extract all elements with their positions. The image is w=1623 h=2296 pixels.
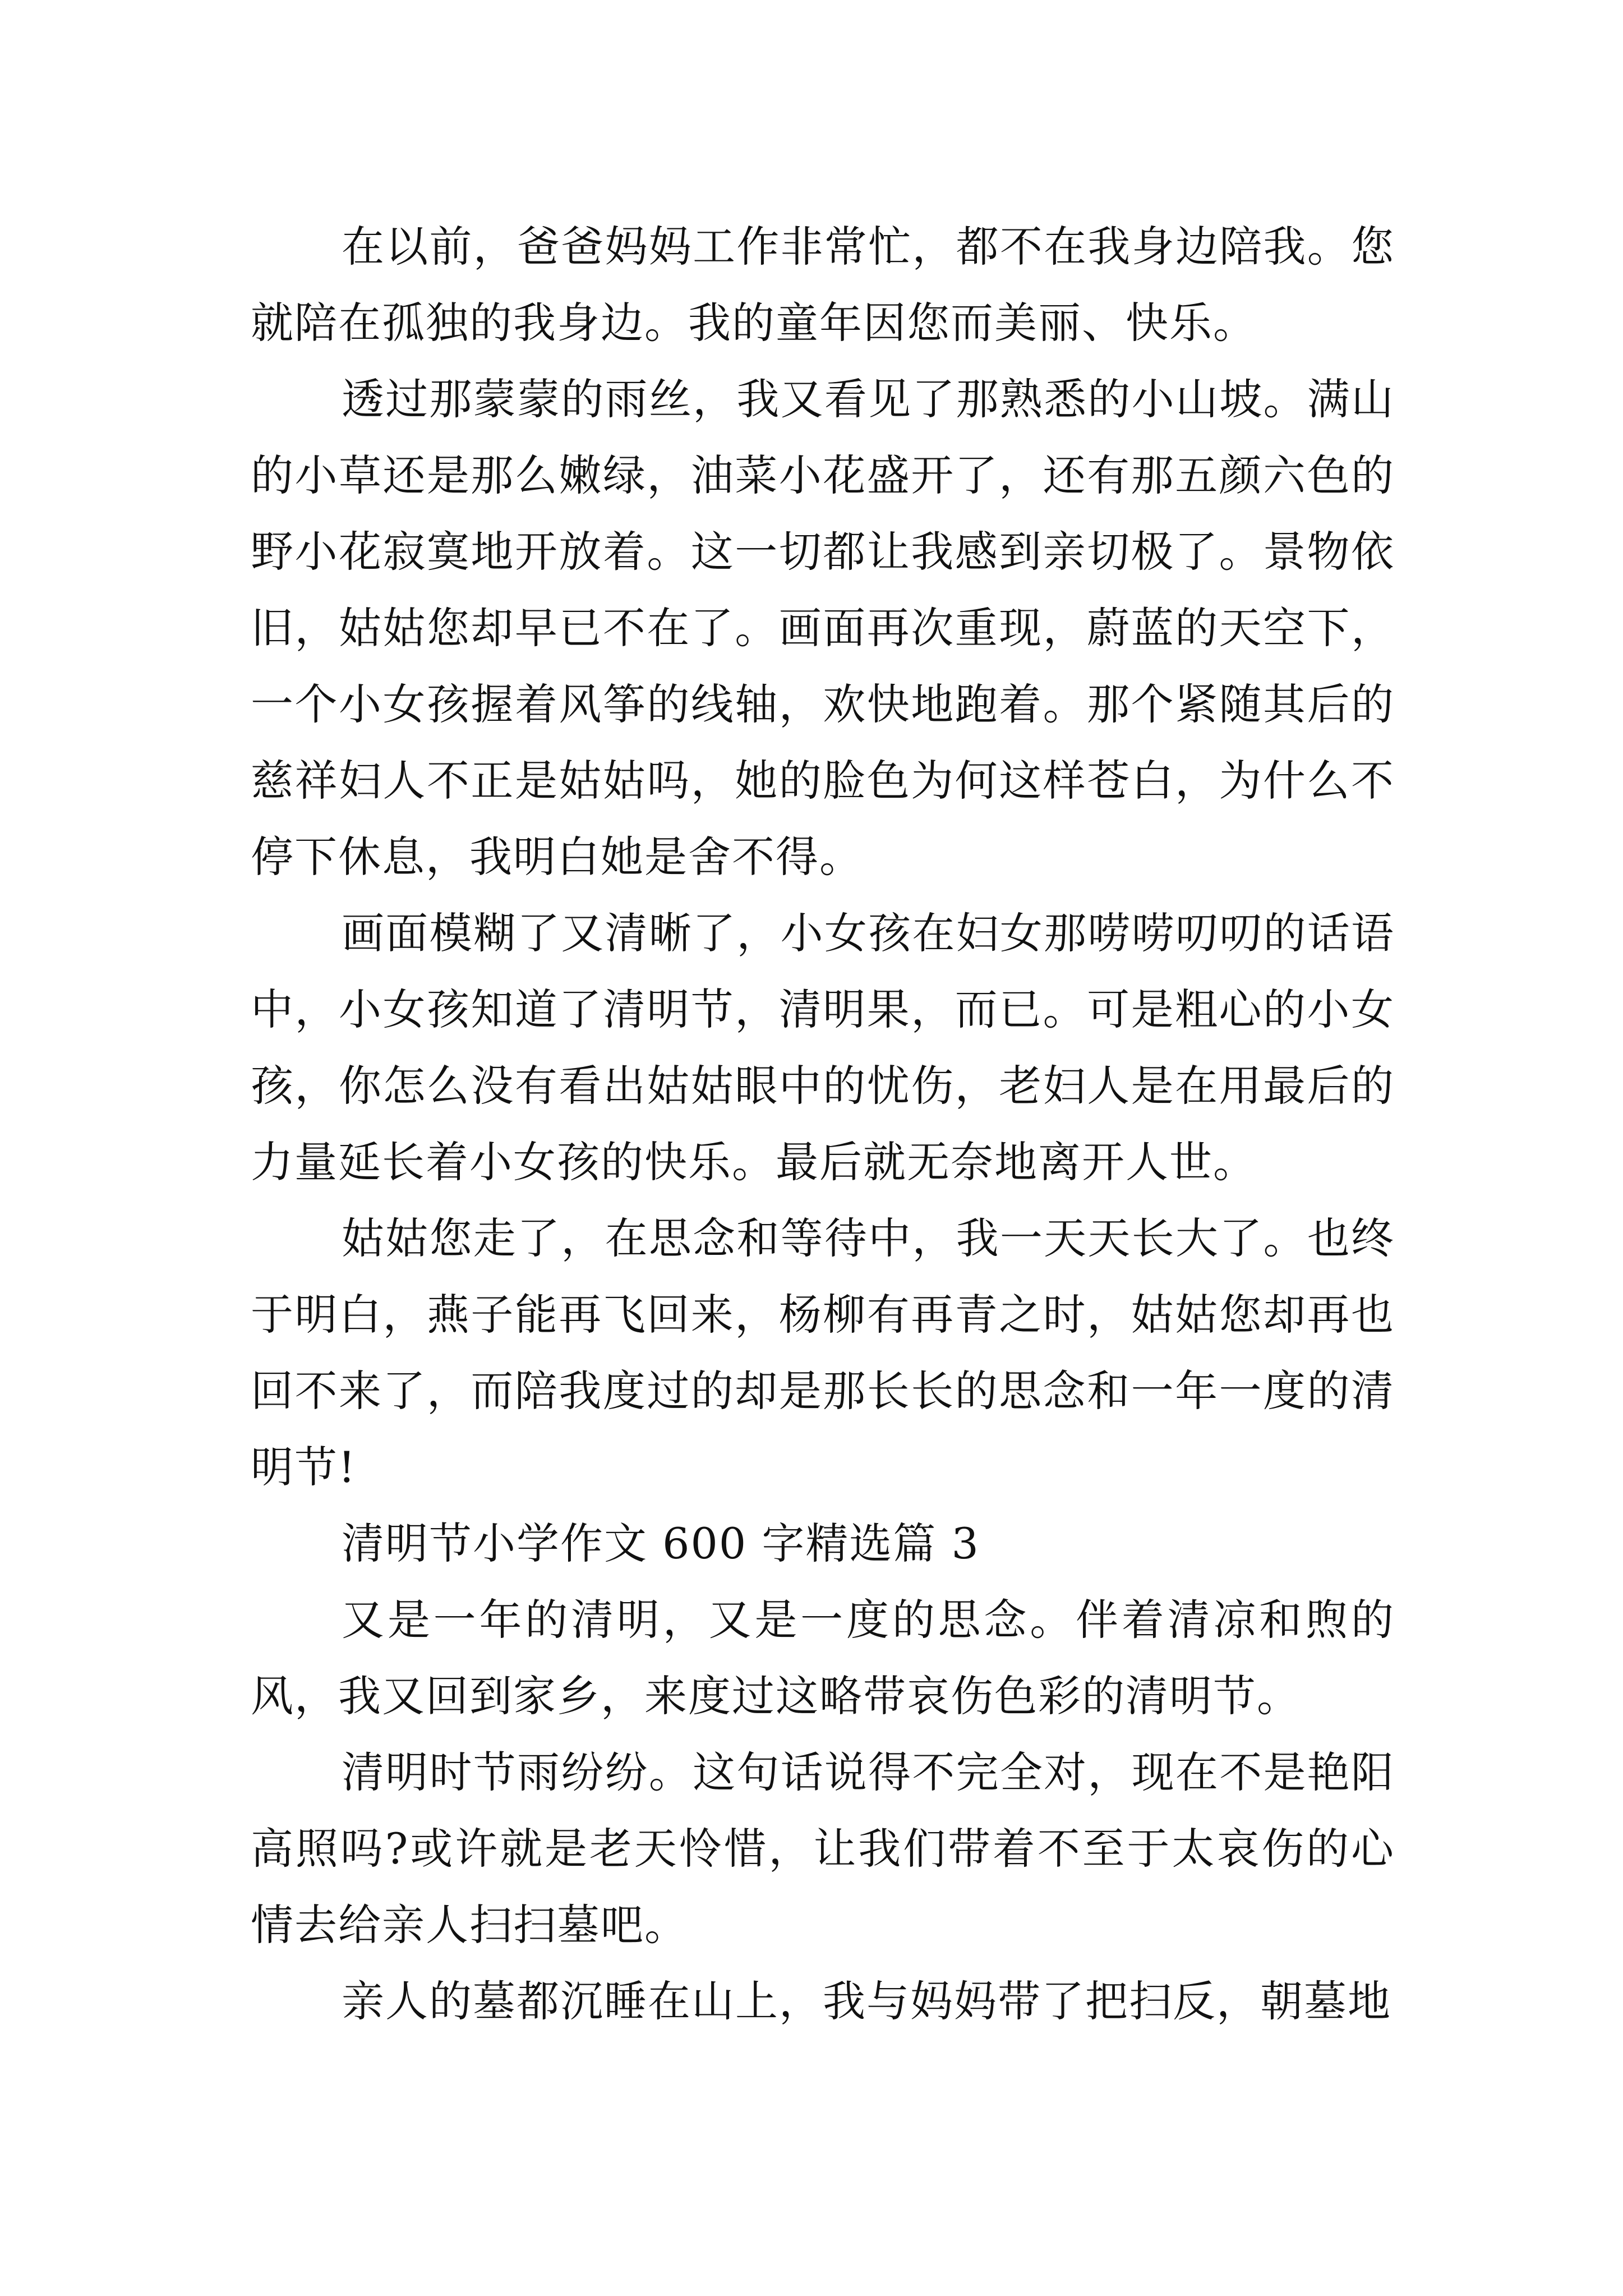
paragraph: 姑姑您走了，在思念和等待中，我一天天长大了。也终于明白，燕子能再飞回来，杨柳有再青之时，姑姑您却再也回不来了，而陪我度过的却是那长长的思念和一年一度的清明节!: [251, 1213, 1395, 1492]
paragraph: 又是一年的清明，又是一度的思念。伴着清凉和煦的风，我又回到家乡，来度过这略带哀伤色彩的清明节。: [251, 1595, 1395, 1721]
paragraph: 清明时节雨纷纷。这句话说得不完全对，现在不是艳阳高照吗?或许就是老天怜惜，让我们带着不至于太哀伤的心情去给亲人扫扫墓吧。: [251, 1747, 1395, 1950]
paragraph: 在以前，爸爸妈妈工作非常忙，都不在我身边陪我。您就陪在孤独的我身边。我的童年因您而美丽、快乐。: [251, 222, 1395, 348]
paragraph: 亲人的墓都沉睡在山上，我与妈妈带了把扫反，朝墓地: [342, 1976, 1391, 2026]
article-body: [251, 209, 1395, 2040]
section-heading: 清明节小学作文 600 字精选篇 3: [342, 1519, 980, 1568]
paragraph: 画面模糊了又清晰了，小女孩在妇女那唠唠叨叨的话语中，小女孩知道了清明节，清明果，而已。可是粗心的小女孩，你怎么没有看出姑姑眼中的忧伤，老妇人是在用最后的力量延长着小女孩的快乐。最后就无奈地离开人世。: [251, 908, 1395, 1187]
paragraph: 透过那蒙蒙的雨丝，我又看见了那熟悉的小山坡。满山的小草还是那么嫩绿，油菜小花盛开了，还有那五颜六色的野小花寂寞地开放着。这一切都让我感到亲切极了。景物依旧，姑姑您却早已不在了。画面再次重现，蔚蓝的天空下，一个小女孩握着风筝的线轴，欢快地跑着。那个紧随其后的慈祥妇人不正是姑姑吗，她的脸色为何这样苍白，为什么不停下休息，我明白她是舍不得。: [251, 374, 1395, 882]
